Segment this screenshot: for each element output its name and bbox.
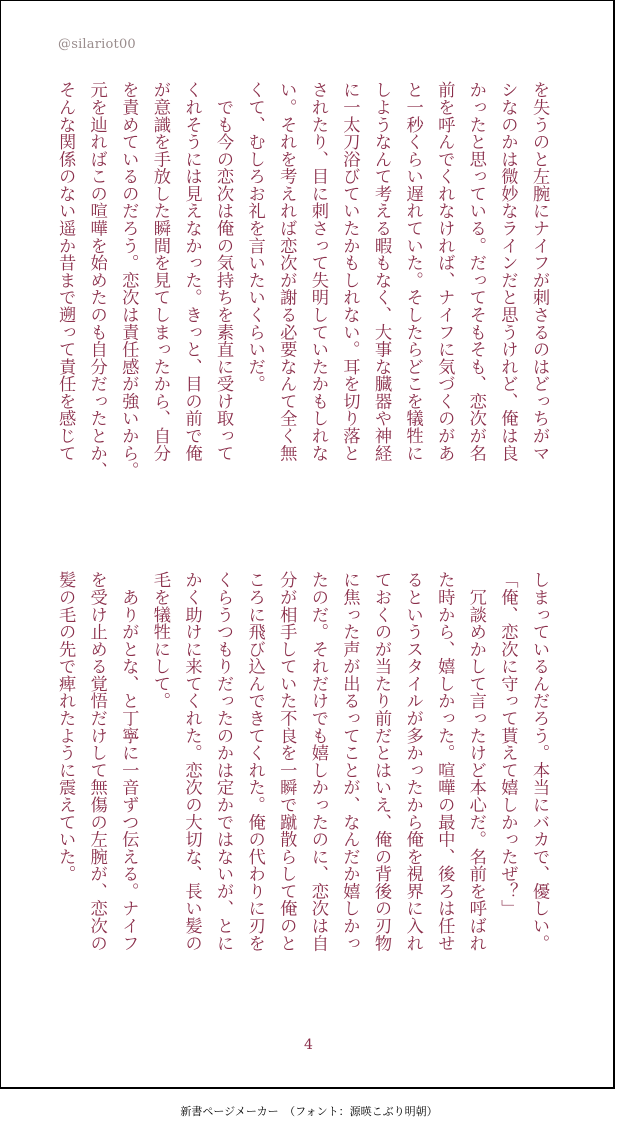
text-line: ておくのが当たり前だとはいえ、俺の背後の刃物 bbox=[371, 571, 392, 952]
text-line: が意識を手放した瞬間を見てしまったから、自分 bbox=[149, 81, 170, 462]
text-line: るというスタイルが多かったから俺を視界に入れ bbox=[402, 571, 423, 952]
text-line: 毛を犠牲にして。 bbox=[149, 571, 170, 710]
text-line: かったと思っている。だってそもそも、恋次が名 bbox=[465, 81, 486, 462]
text-line: 分が相手していた不良を一瞬で蹴散らして俺のと bbox=[276, 571, 297, 952]
text-line: かく助けに来てくれた。恋次の大切な、長い髪の bbox=[181, 571, 202, 952]
text-line: くて、むしろお礼を言いたいくらいだ。 bbox=[244, 81, 265, 393]
author-handle: @silariot00 bbox=[58, 37, 136, 52]
text-block-upper bbox=[41, 81, 554, 526]
text-line: い。それを考えれば恋次が謝る必要なんて全く無 bbox=[276, 81, 297, 462]
text-line: くれそうには見えなかった。きっと、目の前で俺 bbox=[181, 81, 202, 462]
text-line: しまっているんだろう。本当にバカで、優しい。 bbox=[529, 571, 549, 952]
text-line: くらうつもりだったのかは定かではないが、とに bbox=[213, 571, 234, 952]
text-line: 前を呼んでくれなければ、ナイフに気づくのがあ bbox=[434, 81, 455, 462]
text-line: 冗談めかして言ったけど本心だ。名前を呼ばれ bbox=[465, 571, 486, 952]
text-line: を責めているのだろう。恋次は責任感が強いから。 bbox=[118, 81, 139, 479]
text-line: 「俺、恋次に守って貰えて嬉しかったぜ？」 bbox=[497, 571, 518, 917]
text-line: に焦った声が出るってことが、なんだか嬉しかっ bbox=[339, 571, 360, 952]
text-line: ころに飛び込んできてくれた。俺の代わりに刃を bbox=[244, 571, 265, 952]
text-line: た時から、嬉しかった。喧嘩の最中、後ろは任せ bbox=[434, 571, 455, 952]
text-block-lower bbox=[41, 571, 554, 1001]
text-line: しようなんて考える暇もなく、大事な臓器や神経 bbox=[371, 81, 392, 462]
text-line: 元を辿ればこの喧嘩を始めたのも自分だったとか、 bbox=[86, 81, 107, 479]
text-line: そんな関係のない遥か昔まで遡って責任を感じて bbox=[55, 81, 76, 462]
page-number: 4 bbox=[304, 1037, 313, 1053]
text-line: 髪の毛の先で痺れたように震えていた。 bbox=[55, 571, 76, 883]
text-line: を失うのと左腕にナイフが刺さるのはどっちがマ bbox=[529, 81, 549, 462]
text-line: シなのかは微妙なラインだと思うけれど、俺は良 bbox=[497, 81, 518, 462]
text-line: されたり、目に刺さって失明していたかもしれな bbox=[307, 81, 328, 462]
text-line: に一太刀浴びていたかもしれない。耳を切り落と bbox=[339, 81, 360, 462]
footer-credit: 新書ページメーカー （フォント：源暎こぶり明朝） bbox=[180, 1105, 438, 1118]
text-line: と一秒くらい遅れていた。そしたらどこを犠牲に bbox=[402, 81, 423, 462]
text-line: ありがとな、と丁寧に一音ずつ伝える。ナイフ bbox=[118, 571, 139, 952]
text-line: を受け止める覚悟だけして無傷の左腕が、恋次の bbox=[86, 571, 107, 952]
text-line: たのだ。それだけでも嬉しかったのに、恋次は自 bbox=[307, 571, 328, 952]
text-line: でも今の恋次は俺の気持ちを素直に受け取って bbox=[213, 81, 234, 462]
